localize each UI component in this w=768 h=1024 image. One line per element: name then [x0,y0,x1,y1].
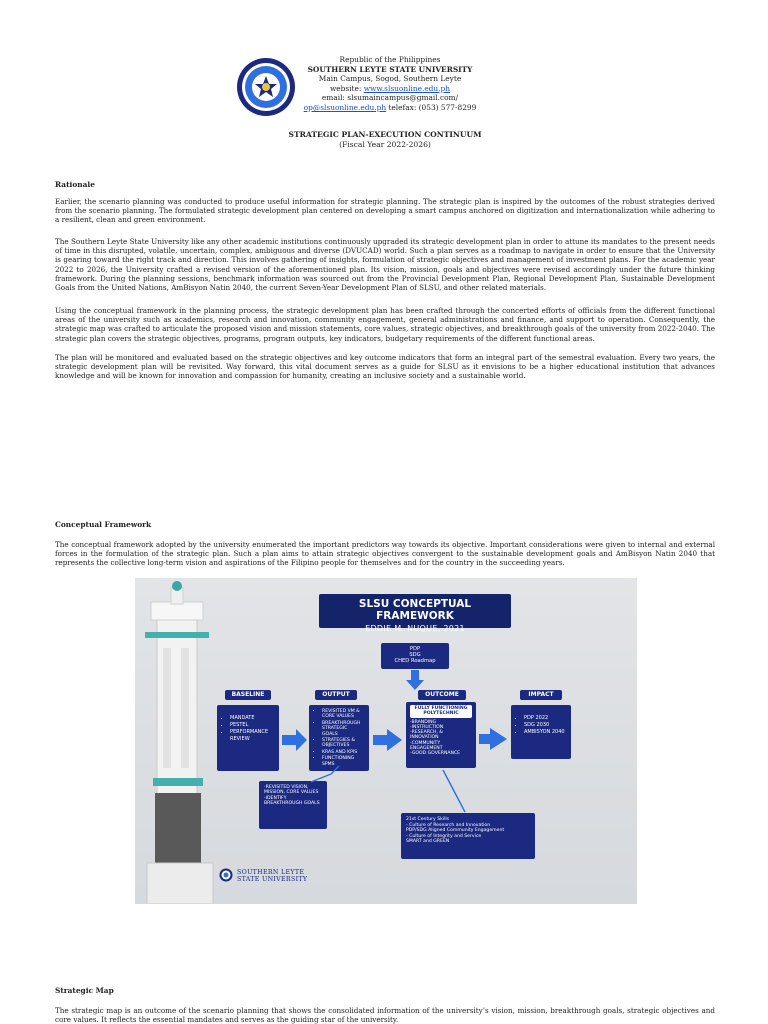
website-line [270,84,510,94]
conceptual-framework-figure [135,578,637,904]
lower-left-item: -REVISITED VISION, MISSION, CORE VALUES [264,785,319,796]
outcome-item: -BRANDING [410,719,437,725]
email-link[interactable]: op@slsuonline.edu.ph [303,102,387,112]
website-label: website: [329,83,364,93]
conceptual-paragraph: The conceptual framework adopted by the university enumerated the important predictors way towards its objective. Important considerations were given to internal and external forces in the formulation of the strategic plan. Such a plan aims to attain strategic objectives convergent to the sustainable development goals and AmBisyon Natin 2040 that represents the collective long-term vision and aspirations of the Filipino people for themselves and for the country in the succeeding years. [55,540,715,568]
title-main: STRATEGIC PLAN-EXECUTION CONTINUUM [288,130,482,139]
footer-university-name [237,869,307,883]
baseline-item: • MANDATE [230,715,274,721]
email-telefax-line [270,103,510,113]
output-item: • REVISITED VM & CORE VALUES [322,709,364,720]
output-item: • KRAS AND KPIS [322,750,364,755]
outcome-title: FULLY FUNCTIONING POLYTECHNIC [410,705,472,718]
letterhead [270,55,510,113]
connector-line [311,774,331,782]
outcome-item: -INSTRUCTION [410,724,444,730]
top-box-item: SDG [409,652,421,659]
rationale-paragraph-3: Using the conceptual framework in the planning process, the strategic development plan has been crafted through the concerted efforts of officials from the different functional areas of the university such as academics, research and innovation, community engagement, general administrations and finance, and support to operation. Consequently, the strategic map was crafted to articulate the proposed vision and mission statements, core values, strategic objectives, and breakthrough goals of the university from 2022-2040. The strategic plan covers the strategic objectives, programs, program outputs, key indicators, budgetary requirements of the different functional areas. [55,306,715,343]
footer-line-1: SOUTHERN LEYTE [237,869,305,876]
strategic-map-paragraph: The strategic map is an outcome of the scenario planning that shows the consolidated information of the university’s vision, mission, breakthrough goals, strategic objectives and core values. It reflects the essential mandates and serves as the guiding star of the university. [55,1006,715,1024]
rationale-paragraph-4: The plan will be monitored and evaluated based on the strategic objectives and key outcome indicators that form an integral part of the semestral evaluation. Every two years, the strategic development plan will be revisited. Way forward, this vital document serves as a guide for SLSU as it envisions to be a higher educational institution that advances knowledge and will be known for innovation and compassion for humanity, creating an inclusive society and a sustainable world. [55,353,715,381]
impact-item: • AMBISYON 2040 [524,729,566,735]
footer-seal-icon [219,868,233,882]
outcome-item: -RESEARCH, & INNOVATION [410,730,443,741]
email-line: email: slsumaincampus@gmail.com/ [321,93,459,103]
framework-arrows [135,578,637,904]
outcome-item: -GOOD GOVERNANCE [410,751,461,757]
campus-line: Main Campus, Sogod, Southern Leyte [318,74,462,84]
lower-right-item: SMART and GREEN [406,839,450,845]
impact-item: • PDP 2022 [524,715,566,721]
framework-title: SLSU CONCEPTUAL FRAMEWORK [358,598,472,622]
arrow-right-icon [282,729,307,751]
strategic-map-heading: Strategic Map [55,986,114,995]
footer-line-2: STATE UNIVERSITY [237,876,308,883]
university-name: SOUTHERN LEYTE STATE UNIVERSITY [307,64,473,74]
top-box-item: PDP [409,646,421,652]
arrow-down-icon [406,670,424,690]
website-link[interactable]: www.slsuonline.edu.ph [363,83,451,93]
output-item: • BREAKTHROUGH STRATEGIC GOALS [322,721,364,737]
output-item: • FUNCTIONING SPMS [322,756,364,767]
document-title [230,130,540,150]
top-box-item: CHED Roadmap [394,658,436,665]
arrow-right-icon [479,728,507,750]
outcome-label: OUTCOME [418,690,466,700]
rationale-heading: Rationale [55,180,95,189]
telefax-text: telefax: (053) 577-8299 [386,102,477,112]
baseline-item: • PERFORMANCE REVIEW [230,729,274,741]
framework-author: EDDIE M. NUQUE, 2021 [365,624,465,633]
baseline-label: BASELINE [225,690,271,700]
lower-right-item: 21st Century Skills [406,817,450,822]
rationale-paragraph-2: The Southern Leyte State University like any other academic institutions continuously upgraded its strategic development plan in order to attune its mandates to the present needs of time in this disrupted, volatile, uncertain, complex, ambiguous and diverse (DVUCAD) world. Such a plan serves as a roadmap to navigate in order to ensure that the University is gearing toward the right track and direction. This involves gathering of insights, formulation of strategic objectives and management of investment plans. For the academic year 2022 to 2026, the University crafted a revised version of the aforementioned plan. Its vision, mission, goals and objectives were revised accordingly under the future thinking framework. During the planning sessions, benchmark information was sourced out from the Provincial Development Plan, Regional Development Plan, Sustainable Development Goals from the United Nations, AmBisyon Natin 2040, the current Seven-Year Development Plan of SLSU, and other related materials. [55,237,715,293]
output-item: • STRATEGIES & OBJECTIVES [322,738,364,749]
arrow-right-icon [373,729,402,751]
connector-line [331,766,339,774]
title-sub: (Fiscal Year 2022-2026) [339,140,431,149]
lower-right-item: - Culture of Research and Innovation [406,822,491,828]
conceptual-heading: Conceptual Framework [55,520,152,529]
baseline-item: • PESTEL [230,722,274,728]
rationale-paragraph-1: Earlier, the scenario planning was conducted to produce useful information for strategic planning. The strategic plan is inspired by the outcomes of the robust strategies derived from the scenario planning. The formulated strategic development plan centered on developing a smart campus anchored on digitization and internationalization while adhering to a resilient, clean and green environment. [55,197,715,225]
connector-line [443,770,465,812]
output-label: OUTPUT [315,690,357,700]
lower-right-item: PDP/SDG Aligned Community Engagement [406,828,505,834]
impact-label: IMPACT [520,690,562,700]
impact-item: • SDG 2030 [524,722,566,728]
outcome-item: -COMMUNITY ENGAGEMENT [410,740,443,752]
lower-right-item: - Culture of Integrity and Service [406,833,482,839]
lower-left-item: -IDENTIFY BREAKTHROUGH GOALS [264,795,320,807]
country-line: Republic of the Philippines [339,55,441,64]
